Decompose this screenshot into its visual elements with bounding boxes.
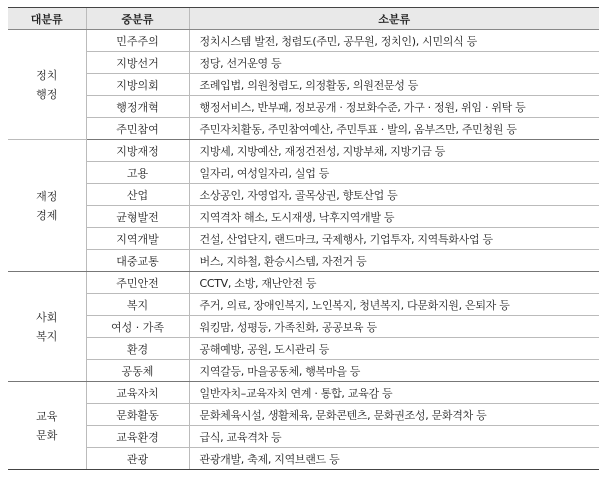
- mid-category-cell: 환경: [86, 338, 189, 360]
- minor-category-cell: 정당, 선거운영 등: [189, 52, 599, 74]
- major-label-line: 복지: [36, 329, 58, 343]
- mid-category-cell: 지역개발: [86, 228, 189, 250]
- table-row: [8, 360, 599, 382]
- major-category-cell: [8, 272, 86, 382]
- major-category-cell: [8, 140, 86, 272]
- mid-category-cell: 교육자치: [86, 382, 189, 404]
- table-row: [8, 206, 599, 228]
- table-row: [8, 272, 599, 294]
- table-row: [8, 118, 599, 140]
- classification-table: [8, 7, 599, 470]
- major-label-line: 정치: [36, 68, 58, 82]
- mid-category-cell: 주민안전: [86, 272, 189, 294]
- minor-category-cell: 문화체육시설, 생활체육, 문화콘텐츠, 문화권조성, 문화격차 등: [189, 404, 599, 426]
- table-row: [8, 162, 599, 184]
- major-label-line: 경제: [36, 208, 58, 222]
- major-category-cell: [8, 30, 86, 140]
- major-label-line: 교육: [36, 409, 58, 423]
- minor-category-cell: 버스, 지하철, 환승시스템, 자전거 등: [189, 250, 599, 272]
- table-row: [8, 338, 599, 360]
- mid-category-cell: 균형발전: [86, 206, 189, 228]
- minor-category-cell: 공해예방, 공원, 도시관리 등: [189, 338, 599, 360]
- minor-category-cell: 조례입법, 의원청렴도, 의정활동, 의원전문성 등: [189, 74, 599, 96]
- minor-category-cell: 소상공인, 자영업자, 골목상권, 향토산업 등: [189, 184, 599, 206]
- mid-category-cell: 지방의회: [86, 74, 189, 96]
- minor-category-cell: 주거, 의료, 장애인복지, 노인복지, 청년복지, 다문화지원, 은퇴자 등: [189, 294, 599, 316]
- table-row: [8, 426, 599, 448]
- header-row: [8, 8, 599, 30]
- minor-category-cell: 일자리, 여성일자리, 실업 등: [189, 162, 599, 184]
- minor-category-cell: 건설, 산업단지, 랜드마크, 국제행사, 기업투자, 지역특화사업 등: [189, 228, 599, 250]
- table-row: [8, 316, 599, 338]
- mid-category-cell: 지방재정: [86, 140, 189, 162]
- minor-category-cell: 지방세, 지방예산, 재정건전성, 지방부채, 지방기금 등: [189, 140, 599, 162]
- table-row: [8, 74, 599, 96]
- table-row: [8, 52, 599, 74]
- table-row: [8, 294, 599, 316]
- mid-category-cell: 대중교통: [86, 250, 189, 272]
- minor-category-cell: 지역갈등, 마을공동체, 행복마을 등: [189, 360, 599, 382]
- minor-category-cell: 워킹맘, 성평등, 가족친화, 공공보육 등: [189, 316, 599, 338]
- table-row: [8, 228, 599, 250]
- mid-category-cell: 여성 · 가족: [86, 316, 189, 338]
- mid-category-cell: 공동체: [86, 360, 189, 382]
- mid-category-cell: 관광: [86, 448, 189, 470]
- table-row: [8, 30, 599, 52]
- major-label-line: 재정: [36, 189, 58, 203]
- table-row: [8, 382, 599, 404]
- mid-category-cell: 복지: [86, 294, 189, 316]
- major-label-line: 문화: [36, 428, 58, 442]
- minor-category-cell: 급식, 교육격차 등: [189, 426, 599, 448]
- mid-category-cell: 문화활동: [86, 404, 189, 426]
- table-row: [8, 140, 599, 162]
- mid-category-cell: 고용: [86, 162, 189, 184]
- table-row: [8, 96, 599, 118]
- minor-category-cell: 관광개발, 축제, 지역브랜드 등: [189, 448, 599, 470]
- table-row: [8, 448, 599, 470]
- minor-category-cell: 정치시스템 발전, 청렴도(주민, 공무원, 정치인), 시민의식 등: [189, 30, 599, 52]
- mid-category-cell: 민주주의: [86, 30, 189, 52]
- minor-category-cell: 주민자치활동, 주민참여예산, 주민투표 · 발의, 옴부즈만, 주민청원 등: [189, 118, 599, 140]
- major-label-line: 행정: [36, 87, 58, 101]
- header-mid: 중분류: [86, 8, 189, 30]
- mid-category-cell: 지방선거: [86, 52, 189, 74]
- table-row: [8, 404, 599, 426]
- header-major: 대분류: [8, 8, 86, 30]
- table-row: [8, 250, 599, 272]
- mid-category-cell: 주민참여: [86, 118, 189, 140]
- minor-category-cell: 지역격차 해소, 도시재생, 낙후지역개발 등: [189, 206, 599, 228]
- major-category-cell: [8, 382, 86, 470]
- minor-category-cell: 일반자치–교육자치 연계 · 통합, 교육감 등: [189, 382, 599, 404]
- mid-category-cell: 교육환경: [86, 426, 189, 448]
- header-minor: 소분류: [189, 8, 599, 30]
- major-label-line: 사회: [36, 310, 58, 324]
- minor-category-cell: 행정서비스, 반부패, 정보공개 · 정보화수준, 가구 · 정원, 위임 · 위탁 등: [189, 96, 599, 118]
- mid-category-cell: 산업: [86, 184, 189, 206]
- mid-category-cell: 행정개혁: [86, 96, 189, 118]
- minor-category-cell: CCTV, 소방, 재난안전 등: [189, 272, 599, 294]
- table-row: [8, 184, 599, 206]
